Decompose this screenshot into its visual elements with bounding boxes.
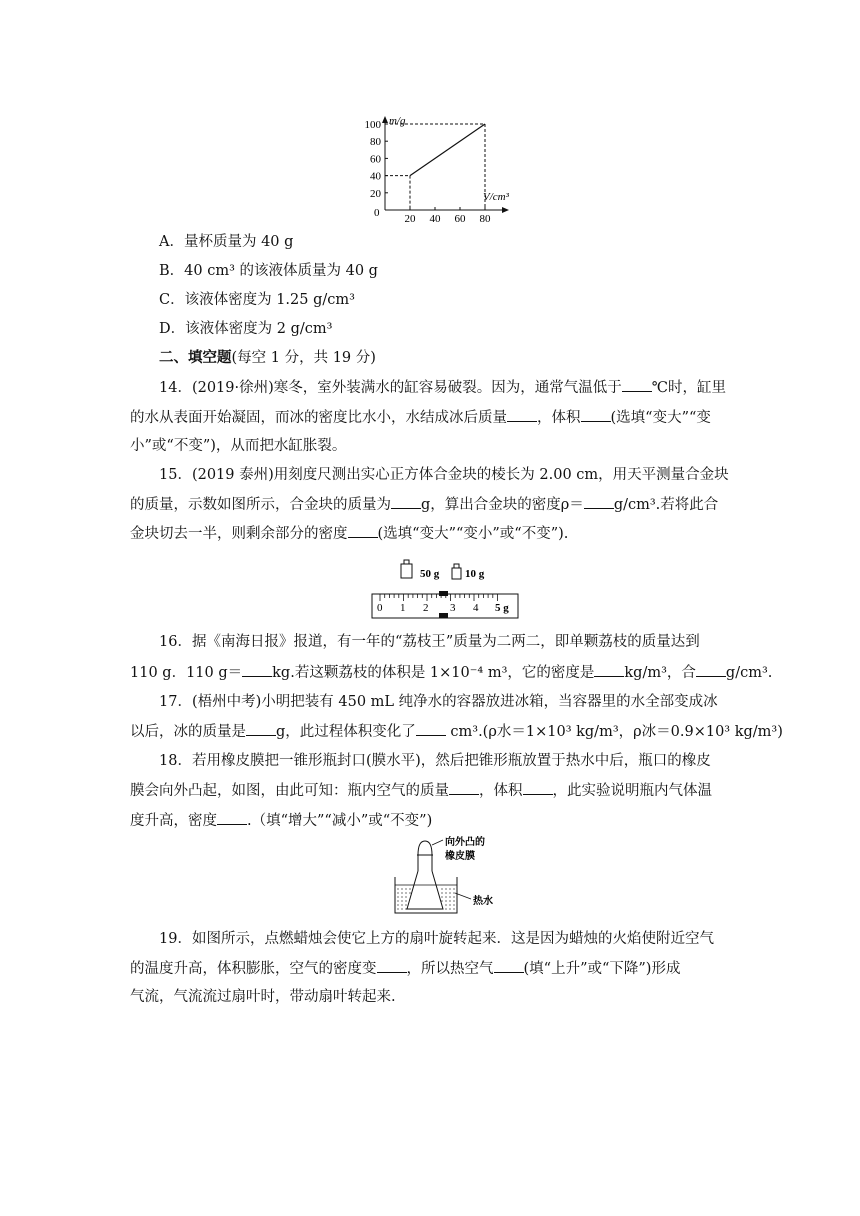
water-dot [401,900,402,901]
water-dot [449,900,450,901]
q18-blank-3[interactable] [217,810,247,825]
q19-text-2a: 的温度升高，体积膨胀，空气的密度变 [130,961,377,977]
q15-line2 [130,494,718,515]
q15-text-2a: 的质量，示数如图所示，合金块的质量为 [130,497,391,513]
q14-blank-3[interactable] [581,407,611,422]
weight-50g-knob [404,560,409,564]
q19-line1: 19．如图所示，点燃蜡烛会使它上方的扇叶旋转起来．这是因为蜡烛的火焰使附近空气 [159,931,714,947]
water-dot [441,900,442,901]
q18-text-3b: .（填“增大”“减小”或“不变”) [247,813,433,829]
y-axis-arrow [382,116,388,123]
water-dot [453,900,454,901]
water-dot [441,892,442,893]
q16-blank-1[interactable] [242,662,272,677]
q19-line2 [130,958,680,979]
rider [439,591,448,596]
weight-50g-label: 50 g [420,568,440,580]
hot-water-label: 热水 [473,896,493,907]
water-dot [397,896,398,897]
q19-text-2c: (填“上升”或“下降”)形成 [523,961,681,977]
y-axis-label: m/g [389,115,406,127]
ruler-label: 2 [423,602,429,614]
water-dot [449,888,450,889]
y-tick-label: 20 [370,187,381,200]
ruler-ticks [380,594,498,601]
water-dot [445,904,446,905]
section-title: 二、填空题 [159,349,232,366]
membrane-label-2: 橡皮膜 [445,851,475,862]
x-axis-arrow [502,207,509,213]
water-dot [397,908,398,909]
ruler-label: 5 g [495,602,509,614]
water-dot [441,888,442,889]
q18-text-2a: 膜会向外凸起，如图，由此可知：瓶内空气的质量 [130,783,449,799]
q17-blank-2[interactable] [416,721,446,736]
water-dots [397,888,454,909]
water-dot [401,888,402,889]
q19-text-2b: ，所以热空气 [406,961,494,977]
q19-line3: 气流，气流流过扇叶时，带动扇叶转起来. [130,989,396,1005]
q14-text-1a: 14．(2019·徐州)寒冬，室外装满水的缸容易破裂。因为，通常气温低于 [159,380,622,396]
x-tick-label: 40 [429,213,441,222]
weight-50g [401,564,412,578]
q17-text-2c: cm³.(ρ水＝1×10³ kg/m³，ρ冰＝0.9×10³ kg/m³) [445,724,783,740]
water-dot [401,904,402,905]
q16-text-2d: g/cm³. [725,665,773,681]
water-dot [453,896,454,897]
ruler-label: 4 [473,602,479,614]
membrane-leader [432,840,443,845]
q14-blank-2[interactable] [507,407,537,422]
weight-10g-knob [454,564,459,568]
water-dot [405,904,406,905]
q14-text-1b: ℃时，缸里 [651,380,727,396]
q16-blank-3[interactable] [696,662,726,677]
q14-text-2b: ，体积 [537,410,581,426]
q18-line3 [130,810,432,831]
water-dot [453,888,454,889]
q18-blank-1[interactable] [449,780,479,795]
balance-figure [368,556,520,624]
option-b: B．40 cm³ 的该液体质量为 40 g [159,263,378,279]
y-tick-label: 80 [370,136,381,149]
water-dot [405,896,406,897]
section-note: (每空 1 分，共 19 分) [231,350,376,366]
water-dot [405,908,406,909]
beaker [395,877,457,913]
y-tick-label: 100 [364,119,381,131]
water-dot [397,892,398,893]
water-dot [453,904,454,905]
ruler-label: 0 [377,602,383,614]
graph-marks [365,119,492,222]
q16-text-2a: 110 g．110 g＝ [130,665,243,681]
q15-text-2b: g，算出合金块的密度ρ＝ [421,497,584,513]
q14-line2 [130,407,711,428]
q16-blank-2[interactable] [594,662,624,677]
q17-line1: 17．(梧州中考)小明把装有 450 mL 纯净水的容器放进冰箱，当容器里的水全部变成冰 [159,694,718,710]
q15-blank-3[interactable] [348,523,378,538]
q15-blank-2[interactable] [584,494,614,509]
water-dot [445,888,446,889]
water-dot [453,908,454,909]
water-dot [405,892,406,893]
q16-text-2c: kg/m³，合 [624,665,696,681]
membrane-label-1: 向外凸的 [445,837,485,848]
mass-volume-graph [355,112,535,222]
q15-blank-1[interactable] [391,494,421,509]
water-dot [397,900,398,901]
q19-blank-1[interactable] [377,958,407,973]
q14-line3: 小”或“不变”)，从而把水缸胀裂。 [130,438,347,454]
water-dot [409,888,410,889]
q14-blank-1[interactable] [622,377,652,392]
q17-blank-1[interactable] [246,721,276,736]
water-dot [405,888,406,889]
origin-label: 0 [374,207,380,219]
water-dot [445,908,446,909]
flask-body [407,871,443,909]
q18-text-2b: ，体积 [479,783,523,799]
water-dot [449,904,450,905]
q17-line2 [130,721,783,742]
water-dot [401,896,402,897]
water-dot [449,896,450,897]
water-dot [397,888,398,889]
water-dot [445,896,446,897]
water-dot [445,900,446,901]
q15-line3 [130,523,568,544]
ruler-labels [377,602,509,614]
water-dot [397,904,398,905]
option-d: D．该液体密度为 2 g/cm³ [159,321,333,337]
q15-line1: 15．(2019 泰州)用刻度尺测出实心正方体合金块的棱长为 2.00 cm，用天平测量合金块 [159,467,729,483]
q18-blank-2[interactable] [523,780,553,795]
water-dot [449,908,450,909]
q18-text-2c: ，此实验说明瓶内气体温 [552,783,712,799]
q14-line1 [159,377,726,398]
q18-text-3a: 度升高，密度 [130,813,217,829]
q15-text-3a: 金块切去一半，则剩余部分的密度 [130,526,348,542]
x-tick-label: 80 [479,213,491,222]
y-tick-label: 40 [370,170,381,183]
x-axis-label: V/cm³ [483,191,509,203]
weight-10g-label: 10 g [465,568,485,580]
option-a: A．量杯质量为 40 g [159,234,294,250]
q18-line1: 18．若用橡皮膜把一锥形瓶封口(膜水平)，然后把锥形瓶放置于热水中后，瓶口的橡皮 [159,753,711,769]
q16-line1: 16．据《南海日报》报道，有一年的“荔枝王”质量为二两二，即单颗荔枝的质量达到 [159,634,700,650]
water-dot [441,896,442,897]
x-tick-label: 60 [454,213,466,222]
flask-figure [385,835,510,917]
q16-line2 [130,662,772,683]
water-dot [405,900,406,901]
water-dot [453,892,454,893]
ruler-label: 1 [400,602,406,614]
water-dot [401,892,402,893]
water-dot [409,892,410,893]
rider-bottom [439,613,448,618]
q14-text-2c: (选填“变大”“变 [610,410,711,426]
x-tick-label: 20 [404,213,416,222]
weight-10g [452,568,461,579]
q16-text-2b: kg.若这颗荔枝的体积是 1×10⁻⁴ m³，它的密度是 [272,665,595,681]
ruler-label: 3 [450,602,456,614]
water-dot [445,892,446,893]
q17-text-2a: 以后，冰的质量是 [130,724,246,740]
rubber-membrane [418,841,432,855]
q15-text-2c: g/cm³.若将此合 [613,497,719,513]
y-tick-label: 60 [370,153,381,166]
q17-text-2b: g，此过程体积变化了 [276,724,416,740]
data-line [410,124,485,176]
section-heading [159,348,376,368]
q18-line2 [130,780,712,801]
q14-text-2a: 的水从表面开始凝固，而冰的密度比水小，水结成冰后质量 [130,410,507,426]
q15-text-3b: (选填“变大”“变小”或“不变”). [377,526,569,542]
option-c: C．该液体密度为 1.25 g/cm³ [159,292,355,308]
water-dot [449,892,450,893]
water-dot [401,908,402,909]
q19-blank-2[interactable] [494,958,524,973]
